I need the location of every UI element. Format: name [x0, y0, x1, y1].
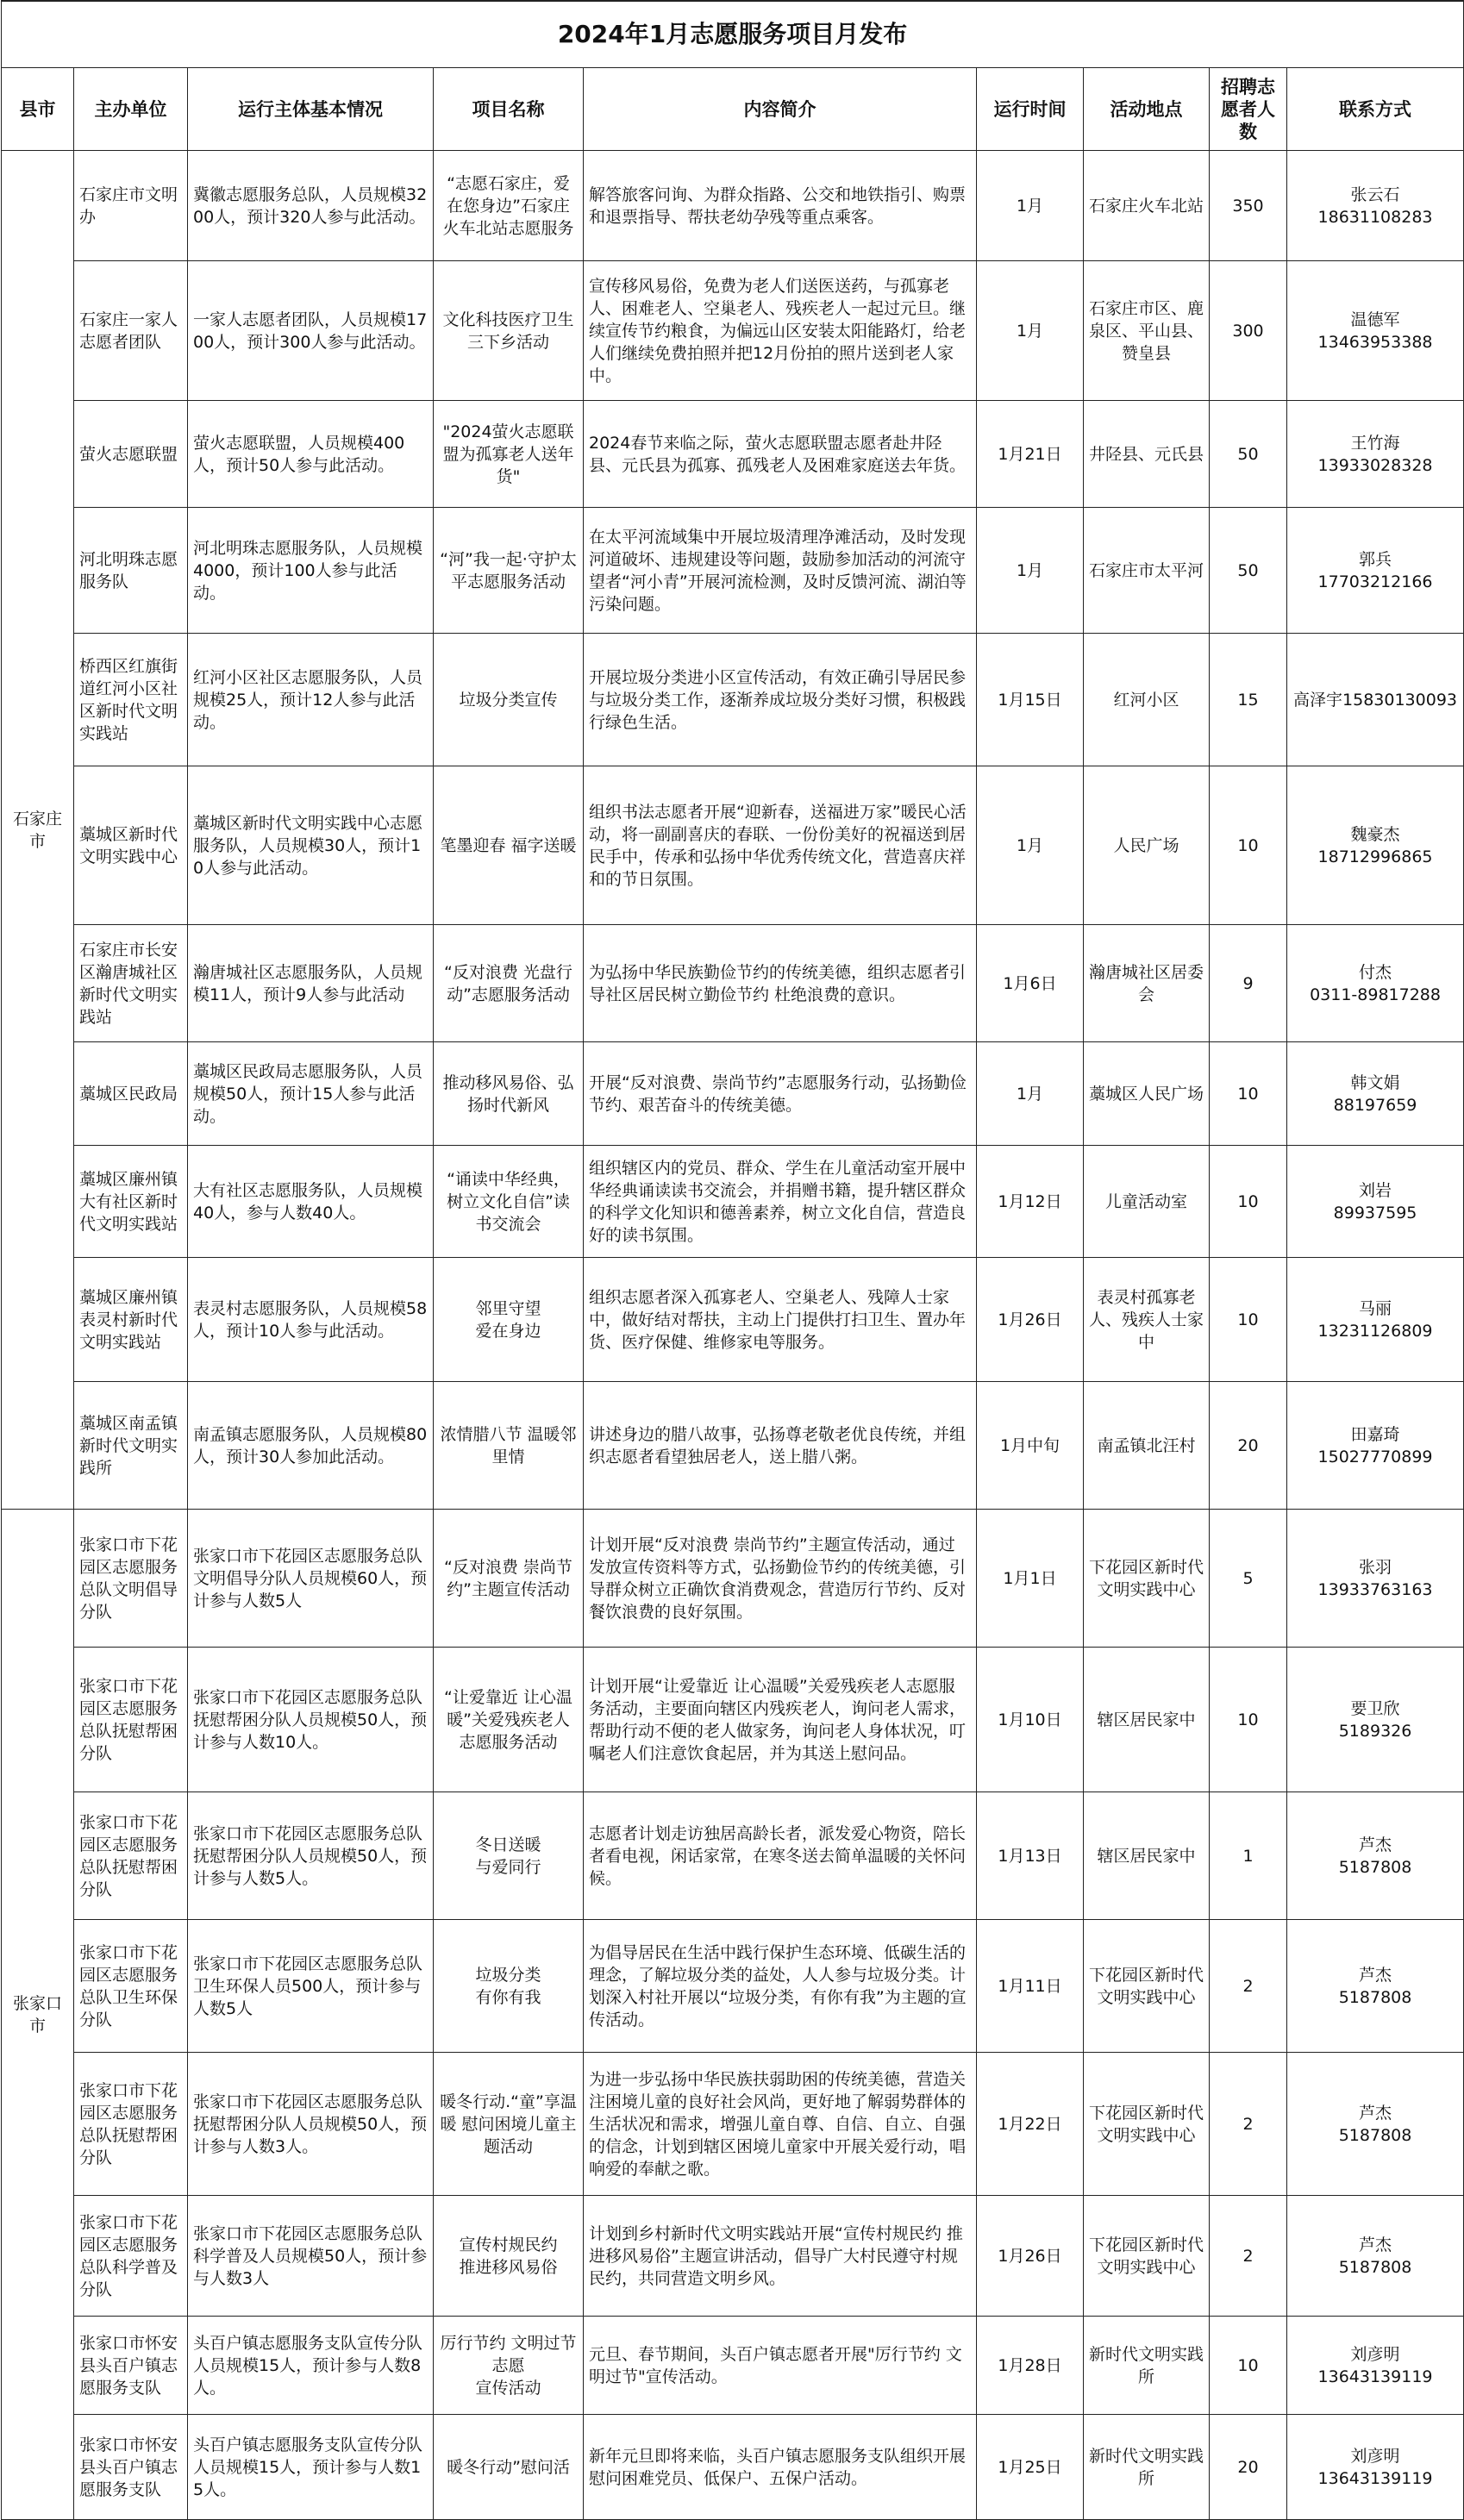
place-cell: 人民广场: [1084, 766, 1210, 925]
time-cell: 1月12日: [977, 1146, 1084, 1258]
intro-cell: 为弘扬中华民族勤俭节约的传统美德，组织志愿者引导社区居民树立勤俭节约 杜绝浪费的意识。: [584, 925, 977, 1042]
intro-cell: 新年元旦即将来临，头百户镇志愿服务支队组织开展慰问困难党员、低保户、五保户活动。: [584, 2415, 977, 2520]
project-name-cell: 暖冬行动”慰问活: [434, 2415, 584, 2520]
table-row: [2, 2317, 1464, 2415]
contact-cell: 高泽宇15830130093: [1287, 634, 1464, 766]
project-name-cell: 垃圾分类宣传: [434, 634, 584, 766]
org-cell: 河北明珠志愿服务队: [74, 508, 188, 634]
org-cell: 张家口市下花园区志愿服务总队文明倡导分队: [74, 1510, 188, 1648]
count-cell: 9: [1210, 925, 1287, 1042]
count-cell: 5: [1210, 1510, 1287, 1648]
table-row: [2, 925, 1464, 1042]
org-cell: 张家口市下花园区志愿服务总队抚慰帮困分队: [74, 2053, 188, 2196]
contact-cell: 温德军 13463953388: [1287, 261, 1464, 401]
contact-cell: 刘岩 89937595: [1287, 1146, 1464, 1258]
time-cell: 1月1日: [977, 1510, 1084, 1648]
count-cell: 20: [1210, 2415, 1287, 2520]
header-org: 主办单位: [74, 68, 188, 151]
contact-cell: 要卫欣 5189326: [1287, 1648, 1464, 1792]
project-name-cell: "2024萤火志愿联盟为孤寡老人送年货": [434, 401, 584, 508]
org-cell: 萤火志愿联盟: [74, 401, 188, 508]
org-cell: 桥西区红旗街道红河小区社区新时代文明实践站: [74, 634, 188, 766]
intro-cell: 在太平河流域集中开展垃圾清理净滩活动，及时发现河道破坏、违规建设等问题，鼓励参加活动的河流守望者“河小青”开展河流检测，及时反馈河流、湖泊等污染问题。: [584, 508, 977, 634]
table-row: [2, 1146, 1464, 1258]
contact-cell: 韩文娟 88197659: [1287, 1042, 1464, 1146]
intro-cell: 2024春节来临之际，萤火志愿联盟志愿者赴井陉县、元氏县为孤寡、孤残老人及困难家庭送去年货。: [584, 401, 977, 508]
basic-cell: 张家口市下花园区志愿服务总队抚慰帮困分队人员规模50人，预计参与人数5人。: [188, 1792, 434, 1920]
time-cell: 1月中旬: [977, 1382, 1084, 1510]
project-name-cell: 笔墨迎春 福字送暖: [434, 766, 584, 925]
org-cell: 藁城区南孟镇 新时代文明实践所: [74, 1382, 188, 1510]
county-cell: 张家口市: [2, 1510, 74, 2520]
intro-cell: 志愿者计划走访独居高龄长者，派发爱心物资，陪长者看电视，闲话家常，在寒冬送去简单温暖的关怀问候。: [584, 1792, 977, 1920]
table-row: [2, 508, 1464, 634]
header-time: 运行时间: [977, 68, 1084, 151]
place-cell: 下花园区新时代文明实践中心: [1084, 2196, 1210, 2317]
place-cell: 南孟镇北汪村: [1084, 1382, 1210, 1510]
county-cell: 石家庄市: [2, 151, 74, 1510]
basic-cell: 河北明珠志愿服务队，人员规模4000，预计100人参与此活动。: [188, 508, 434, 634]
table-row: [2, 1792, 1464, 1920]
page-title: 2024年1月志愿服务项目月发布: [2, 1, 1464, 68]
project-name-cell: “志愿石家庄，爱在您身边”石家庄火车北站志愿服务: [434, 151, 584, 261]
project-name-cell: “反对浪费 崇尚节约”主题宣传活动: [434, 1510, 584, 1648]
count-cell: 10: [1210, 1146, 1287, 1258]
basic-cell: 瀚唐城社区志愿服务队，人员规模11人，预计9人参与此活动: [188, 925, 434, 1042]
place-cell: 瀚唐城社区居委会: [1084, 925, 1210, 1042]
table-row: [2, 1042, 1464, 1146]
table-row: [2, 1258, 1464, 1382]
basic-cell: 南孟镇志愿服务队，人员规模80人，预计30人参加此活动。: [188, 1382, 434, 1510]
count-cell: 2: [1210, 1920, 1287, 2053]
volunteer-projects-table: [1, 0, 1464, 2520]
count-cell: 50: [1210, 401, 1287, 508]
org-cell: 张家口市下花园区志愿服务总队抚慰帮困分队: [74, 1648, 188, 1792]
time-cell: 1月10日: [977, 1648, 1084, 1792]
place-cell: 石家庄市太平河: [1084, 508, 1210, 634]
basic-cell: 表灵村志愿服务队，人员规模58人，预计10人参与此活动。: [188, 1258, 434, 1382]
org-cell: 张家口市下花园区志愿服务总队抚慰帮困分队: [74, 1792, 188, 1920]
table-row: [2, 1920, 1464, 2053]
table-row: [2, 261, 1464, 401]
project-name-cell: 邻里守望 爱在身边: [434, 1258, 584, 1382]
project-name-cell: 厉行节约 文明过节志愿 宣传活动: [434, 2317, 584, 2415]
place-cell: 下花园区新时代文明实践中心: [1084, 2053, 1210, 2196]
org-cell: 石家庄一家人志愿者团队: [74, 261, 188, 401]
header-project-name: 项目名称: [434, 68, 584, 151]
time-cell: 1月: [977, 1042, 1084, 1146]
org-cell: 石家庄市长安区瀚唐城社区新时代文明实践站: [74, 925, 188, 1042]
header-county: 县市: [2, 68, 74, 151]
org-cell: 石家庄市文明办: [74, 151, 188, 261]
place-cell: 井陉县、元氏县: [1084, 401, 1210, 508]
count-cell: 350: [1210, 151, 1287, 261]
contact-cell: 付杰 0311-89817288: [1287, 925, 1464, 1042]
header-count: 招聘志愿者人数: [1210, 68, 1287, 151]
org-cell: 张家口市下花园区志愿服务总队科学普及分队: [74, 2196, 188, 2317]
basic-cell: 萤火志愿联盟，人员规模400人，预计50人参与此活动。: [188, 401, 434, 508]
time-cell: 1月6日: [977, 925, 1084, 1042]
time-cell: 1月28日: [977, 2317, 1084, 2415]
basic-cell: 张家口市下花园区志愿服务总队卫生环保人员500人，预计参与人数5人: [188, 1920, 434, 2053]
basic-cell: 藁城区新时代文明实践中心志愿服务队，人员规模30人，预计10人参与此活动。: [188, 766, 434, 925]
project-name-cell: 暖冬行动.“童”享温暖 慰问困境儿童主题活动: [434, 2053, 584, 2196]
org-cell: 藁城区廉州镇大有社区新时代文明实践站: [74, 1146, 188, 1258]
contact-cell: 张云石 18631108283: [1287, 151, 1464, 261]
contact-cell: 刘彦明 13643139119: [1287, 2317, 1464, 2415]
time-cell: 1月26日: [977, 1258, 1084, 1382]
project-name-cell: 宣传村规民约 推进移风易俗: [434, 2196, 584, 2317]
intro-cell: 计划开展“让爱靠近 让心温暖”关爱残疾老人志愿服务活动，主要面向辖区内残疾老人，询问老人需求，帮助行动不便的老人做家务，询问老人身体状况，叮嘱老人们注意饮食起居，并为其送上慰问品。: [584, 1648, 977, 1792]
intro-cell: 组织志愿者深入孤寡老人、空巢老人、残障人士家中，做好结对帮扶，主动上门提供打扫卫生、置办年货、医疗保健、维修家电等服务。: [584, 1258, 977, 1382]
basic-cell: 头百户镇志愿服务支队宣传分队人员规模15人，预计参与人数8人。: [188, 2317, 434, 2415]
org-cell: 张家口市怀安县头百户镇志愿服务支队: [74, 2317, 188, 2415]
place-cell: 石家庄市区、鹿泉区、平山县、赞皇县: [1084, 261, 1210, 401]
header-basic: 运行主体基本情况: [188, 68, 434, 151]
count-cell: 10: [1210, 1042, 1287, 1146]
time-cell: 1月26日: [977, 2196, 1084, 2317]
intro-cell: 为进一步弘扬中华民族扶弱助困的传统美德，营造关注困境儿童的良好社会风尚，更好地了解弱势群体的生活状况和需求，增强儿童自尊、自信、自立、自强的信念，计划到辖区困境儿童家中开展关爱行动，唱响爱的奉献之歌。: [584, 2053, 977, 2196]
time-cell: 1月21日: [977, 401, 1084, 508]
place-cell: 红河小区: [1084, 634, 1210, 766]
intro-cell: 宣传移风易俗，免费为老人们送医送药，与孤寡老人、困难老人、空巢老人、残疾老人一起过元旦。继续宣传节约粮食，为偏远山区安装太阳能路灯，给老人们继续免费拍照并把12月份拍的照片送到老人家中。: [584, 261, 977, 401]
basic-cell: 头百户镇志愿服务支队宣传分队人员规模15人，预计参与人数15人。: [188, 2415, 434, 2520]
contact-cell: 芦杰 5187808: [1287, 2196, 1464, 2317]
contact-cell: 郭兵 17703212166: [1287, 508, 1464, 634]
contact-cell: 张羽 13933763163: [1287, 1510, 1464, 1648]
table-row: [2, 2053, 1464, 2196]
count-cell: 10: [1210, 1648, 1287, 1792]
count-cell: 10: [1210, 1258, 1287, 1382]
time-cell: 1月22日: [977, 2053, 1084, 2196]
project-name-cell: 文化科技医疗卫生三下乡活动: [434, 261, 584, 401]
org-cell: 藁城区民政局: [74, 1042, 188, 1146]
count-cell: 2: [1210, 2196, 1287, 2317]
basic-cell: 张家口市下花园区志愿服务总队科学普及人员规模50人，预计参与人数3人: [188, 2196, 434, 2317]
table-row: [2, 2415, 1464, 2520]
intro-cell: 为倡导居民在生活中践行保护生态环境、低碳生活的理念，了解垃圾分类的益处，人人参与垃圾分类。计划深入村社开展以“垃圾分类，有你有我”为主题的宣传活动。: [584, 1920, 977, 2053]
basic-cell: 张家口市下花园区志愿服务总队抚慰帮困分队人员规模50人，预计参与人数10人。: [188, 1648, 434, 1792]
intro-cell: 元旦、春节期间，头百户镇志愿者开展"厉行节约 文明过节"宣传活动。: [584, 2317, 977, 2415]
place-cell: 辖区居民家中: [1084, 1648, 1210, 1792]
intro-cell: 组织辖区内的党员、群众、学生在儿童活动室开展中华经典诵读读书交流会，并捐赠书籍，提升辖区群众的科学文化知识和德善素养，树立文化自信，营造良好的读书氛围。: [584, 1146, 977, 1258]
place-cell: 新时代文明实践所: [1084, 2317, 1210, 2415]
count-cell: 2: [1210, 2053, 1287, 2196]
contact-cell: 王竹海 13933028328: [1287, 401, 1464, 508]
contact-cell: 芦杰 5187808: [1287, 1920, 1464, 2053]
time-cell: 1月: [977, 261, 1084, 401]
intro-cell: 讲述身边的腊八故事，弘扬尊老敬老优良传统，并组织志愿者看望独居老人，送上腊八粥。: [584, 1382, 977, 1510]
count-cell: 50: [1210, 508, 1287, 634]
intro-cell: 开展垃圾分类进小区宣传活动，有效正确引导居民参与垃圾分类工作，逐渐养成垃圾分类好习惯，积极践行绿色生活。: [584, 634, 977, 766]
basic-cell: 张家口市下花园区志愿服务总队抚慰帮困分队人员规模50人，预计参与人数3人。: [188, 2053, 434, 2196]
count-cell: 20: [1210, 1382, 1287, 1510]
intro-cell: 计划开展“反对浪费 崇尚节约”主题宣传活动，通过发放宣传资料等方式，弘扬勤俭节约的传统美德，引导群众树立正确饮食消费观念，营造厉行节约、反对餐饮浪费的良好氛围。: [584, 1510, 977, 1648]
project-name-cell: “诵读中华经典，树立文化自信”读书交流会: [434, 1146, 584, 1258]
table-row: [2, 1382, 1464, 1510]
table-row: [2, 151, 1464, 261]
org-cell: 张家口市怀安县头百户镇志愿服务支队: [74, 2415, 188, 2520]
time-cell: 1月13日: [977, 1792, 1084, 1920]
project-name-cell: 浓情腊八节 温暖邻里情: [434, 1382, 584, 1510]
contact-cell: 马丽 13231126809: [1287, 1258, 1464, 1382]
place-cell: 藁城区人民广场: [1084, 1042, 1210, 1146]
count-cell: 10: [1210, 766, 1287, 925]
project-name-cell: “反对浪费 光盘行动”志愿服务活动: [434, 925, 584, 1042]
project-name-cell: “河”我一起·守护太平志愿服务活动: [434, 508, 584, 634]
place-cell: 辖区居民家中: [1084, 1792, 1210, 1920]
count-cell: 10: [1210, 2317, 1287, 2415]
header-place: 活动地点: [1084, 68, 1210, 151]
contact-cell: 芦杰 5187808: [1287, 1792, 1464, 1920]
contact-cell: 芦杰 5187808: [1287, 2053, 1464, 2196]
place-cell: 下花园区新时代文明实践中心: [1084, 1920, 1210, 2053]
contact-cell: 魏豪杰 18712996865: [1287, 766, 1464, 925]
count-cell: 15: [1210, 634, 1287, 766]
intro-cell: 组织书法志愿者开展“迎新春，送福进万家”暖民心活动，将一副副喜庆的春联、一份份美好的祝福送到居民手中，传承和弘扬中华优秀传统文化，营造喜庆祥和的节日氛围。: [584, 766, 977, 925]
org-cell: 藁城区廉州镇表灵村新时代文明实践站: [74, 1258, 188, 1382]
place-cell: 表灵村孤寡老人、残疾人士家中: [1084, 1258, 1210, 1382]
place-cell: 新时代文明实践所: [1084, 2415, 1210, 2520]
place-cell: 儿童活动室: [1084, 1146, 1210, 1258]
contact-cell: 田嘉琦 15027770899: [1287, 1382, 1464, 1510]
basic-cell: 大有社区志愿服务队，人员规模40人，参与人数40人。: [188, 1146, 434, 1258]
title-row: [2, 1, 1464, 68]
project-name-cell: “让爱靠近 让心温暖”关爱残疾老人志愿服务活动: [434, 1648, 584, 1792]
table-row: [2, 1510, 1464, 1648]
header-contact: 联系方式: [1287, 68, 1464, 151]
project-name-cell: 冬日送暖 与爱同行: [434, 1792, 584, 1920]
basic-cell: 冀徽志愿服务总队，人员规模3200人，预计320人参与此活动。: [188, 151, 434, 261]
org-cell: 张家口市下花园区志愿服务总队卫生环保分队: [74, 1920, 188, 2053]
intro-cell: 解答旅客问询、为群众指路、公交和地铁指引、购票和退票指导、帮扶老幼孕残等重点乘客。: [584, 151, 977, 261]
table-row: [2, 634, 1464, 766]
project-name-cell: 推动移风易俗、弘扬时代新风: [434, 1042, 584, 1146]
count-cell: 1: [1210, 1792, 1287, 1920]
time-cell: 1月11日: [977, 1920, 1084, 2053]
intro-cell: 开展“反对浪费、崇尚节约”志愿服务行动，弘扬勤俭节约、艰苦奋斗的传统美德。: [584, 1042, 977, 1146]
time-cell: 1月: [977, 151, 1084, 261]
place-cell: 石家庄火车北站: [1084, 151, 1210, 261]
basic-cell: 一家人志愿者团队，人员规模1700人，预计300人参与此活动。: [188, 261, 434, 401]
time-cell: 1月: [977, 766, 1084, 925]
table-row: [2, 401, 1464, 508]
project-name-cell: 垃圾分类 有你有我: [434, 1920, 584, 2053]
time-cell: 1月15日: [977, 634, 1084, 766]
table-row: [2, 766, 1464, 925]
table-row: [2, 2196, 1464, 2317]
basic-cell: 张家口市下花园区志愿服务总队文明倡导分队人员规模60人，预计参与人数5人: [188, 1510, 434, 1648]
header-intro: 内容简介: [584, 68, 977, 151]
table-row: [2, 1648, 1464, 1792]
basic-cell: 红河小区社区志愿服务队，人员规模25人，预计12人参与此活动。: [188, 634, 434, 766]
header-row: [2, 68, 1464, 151]
contact-cell: 刘彦明 13643139119: [1287, 2415, 1464, 2520]
time-cell: 1月: [977, 508, 1084, 634]
time-cell: 1月25日: [977, 2415, 1084, 2520]
intro-cell: 计划到乡村新时代文明实践站开展“宣传村规民约 推进移风易俗”主题宣讲活动，倡导广大村民遵守村规民约，共同营造文明乡风。: [584, 2196, 977, 2317]
basic-cell: 藁城区民政局志愿服务队，人员规模50人，预计15人参与此活动。: [188, 1042, 434, 1146]
org-cell: 藁城区新时代文明实践中心: [74, 766, 188, 925]
count-cell: 300: [1210, 261, 1287, 401]
place-cell: 下花园区新时代文明实践中心: [1084, 1510, 1210, 1648]
